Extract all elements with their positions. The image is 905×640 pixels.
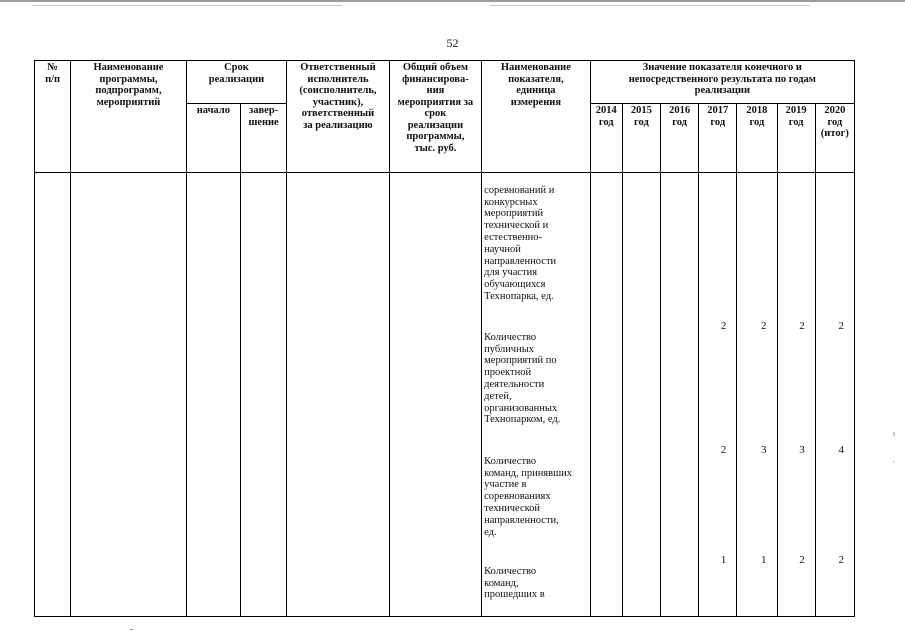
cell-year-2020	[815, 173, 854, 617]
cell-num	[35, 173, 71, 617]
value-2020: 2	[838, 320, 844, 332]
cell-year-2014	[590, 173, 622, 617]
scan-speck	[130, 629, 133, 630]
value-2017: 2	[720, 444, 727, 456]
cell-year-2017	[699, 173, 737, 617]
header-values-group: Значение показателя конечного и непосредственного результата по годам реализации	[590, 61, 854, 104]
value-2017: 2	[720, 320, 727, 332]
header-term-end: завер- шение	[240, 104, 286, 173]
cell-finance	[389, 173, 481, 617]
header-program: Наименование программы, подпрограмм, мероприятий	[71, 61, 187, 173]
value-2019: 2	[799, 554, 805, 566]
header-indicator: Наименование показателя, единица измерения	[482, 61, 591, 173]
header-term: Срок реализации	[186, 61, 286, 104]
indicator-text: Количество команд, принявших участие в соревнованиях технической направленности, ед.	[484, 455, 573, 538]
indicator-text: соревнований и конкурсных мероприятий технической и естественно- научной направленности для участия обучающихся Технопарка, ед.	[484, 184, 557, 302]
value-2018: 3	[761, 444, 767, 456]
cell-term-end	[240, 173, 286, 617]
header-num: № п/п	[35, 61, 71, 173]
value-2020: 2	[838, 554, 844, 566]
cell-term-start	[186, 173, 240, 617]
cell-year-2018	[737, 173, 777, 617]
header-term-start: начало	[186, 104, 240, 173]
value-2019: 2	[799, 320, 805, 332]
header-finance: Общий объем финансирова- ния мероприятия за срок реализации программы, тыс. руб.	[389, 61, 481, 173]
scan-speck	[893, 460, 894, 463]
value-2018: 1	[761, 554, 767, 566]
value-2017: 1	[720, 554, 727, 566]
header-year-2017: 2017 год	[699, 104, 737, 173]
program-indicators-table	[34, 60, 855, 617]
scan-edge	[0, 0, 905, 2]
page-number: 52	[446, 36, 459, 50]
indicator-text: Количество публичных мероприятий по проектной деятельности детей, организованных Технопарком, ед.	[484, 331, 561, 426]
header-executor: Ответственный исполнитель (соисполнитель, участник), ответственный за реализацию	[287, 61, 390, 173]
header-year-2016: 2016 год	[660, 104, 698, 173]
value-2018: 2	[761, 320, 767, 332]
cell-year-2015	[622, 173, 660, 617]
scan-artifact	[32, 5, 342, 6]
cell-indicators	[482, 173, 591, 617]
header-year-2015: 2015 год	[622, 104, 660, 173]
header-year-2020: 2020 год (итог)	[815, 104, 854, 173]
header-year-2018: 2018 год	[737, 104, 777, 173]
scan-speck	[893, 432, 895, 436]
cell-year-2019	[777, 173, 815, 617]
value-2019: 3	[799, 444, 805, 456]
header-year-2019: 2019 год	[777, 104, 815, 173]
cell-year-2016	[660, 173, 698, 617]
cell-executor	[287, 173, 390, 617]
cell-program	[71, 173, 187, 617]
indicator-text: Количество команд, прошедших в	[484, 565, 545, 601]
header-year-2014: 2014 год	[590, 104, 622, 173]
scan-artifact	[490, 5, 810, 6]
value-2020: 4	[838, 444, 844, 456]
